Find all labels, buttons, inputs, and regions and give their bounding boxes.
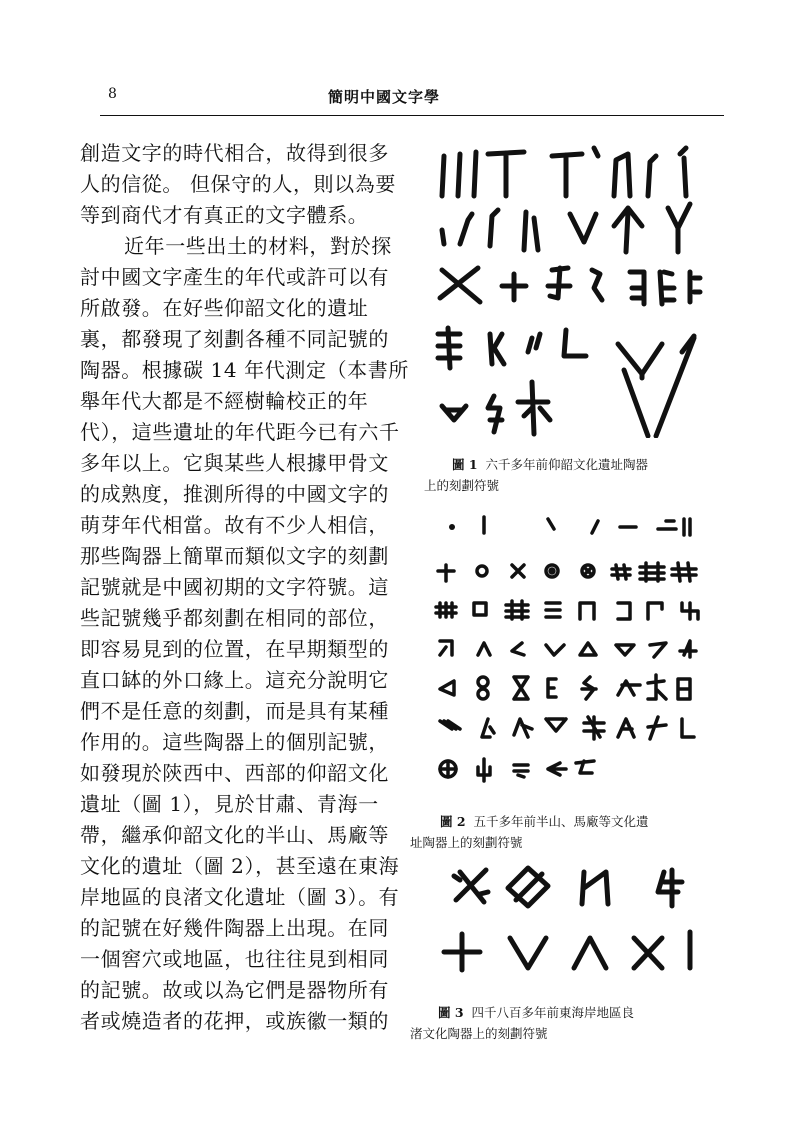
page-number: 8	[108, 86, 117, 102]
header-rule	[100, 115, 724, 116]
body-line: 多年以上。它與某些人根據甲骨文	[80, 451, 389, 475]
body-line: 一個窖穴或地區，也往往見到相同	[80, 947, 389, 971]
body-line: 遺址（圖 1），見於甘肅、青海一	[80, 792, 379, 816]
body-line: 那些陶器上簡單而類似文字的刻劃	[80, 544, 389, 568]
body-line: 如發現於陝西中、西部的仰韶文化	[80, 761, 389, 785]
body-line: 陶器。根據碳 14 年代測定（本書所	[80, 358, 409, 382]
figure-2-label: 圖 2	[440, 814, 466, 829]
body-line: 等到商代才有真正的文字體系。	[80, 203, 369, 227]
body-line: 所啟發。在好些仰韶文化的遺址	[80, 296, 369, 320]
body-line: 記號就是中國初期的文字符號。這	[80, 575, 389, 599]
figure-3-label: 圖 3	[438, 1005, 464, 1020]
running-title: 簡明中國文字學	[328, 88, 441, 106]
figure-1-caption-text: 六千多年前仰韶文化遺址陶器	[485, 457, 649, 472]
body-line: 們不是任意的刻劃，而是具有某種	[80, 699, 389, 723]
body-line: 裏，都發現了刻劃各種不同記號的	[80, 327, 389, 351]
body-line: 直口缽的外口緣上。這充分說明它	[80, 668, 389, 692]
figure-1-caption-line2: 上的刻劃符號	[424, 478, 500, 493]
body-line: 人的信從。 但保守的人，則以為要	[80, 172, 396, 196]
body-line: 帶，繼承仰韶文化的半山、馬廠等	[80, 823, 389, 847]
body-line: 者或燒造者的花押，或族徽一類的	[80, 1009, 389, 1033]
body-line: 舉年代大都是不經樹輪校正的年	[80, 389, 369, 413]
figure-3-caption-line1	[438, 1003, 634, 1022]
body-line: 近年一些出土的材料，對於探	[124, 234, 392, 258]
body-text	[80, 138, 420, 1037]
figure-3-caption-text: 四千八百多年前東海岸地區良	[471, 1005, 635, 1020]
body-line: 即容易見到的位置，在早期類型的	[80, 637, 389, 661]
figure-2-signs	[428, 505, 718, 785]
body-line: 文化的遺址（圖 2），甚至遠在東海	[80, 854, 400, 878]
figure-1-caption-line1	[452, 455, 648, 474]
body-line: 的記號。故或以為它們是器物所有	[80, 978, 389, 1002]
figure-1-signs	[428, 138, 718, 438]
figure-3-signs	[436, 858, 716, 988]
body-line: 的成熟度，推測所得的中國文字的	[80, 482, 389, 506]
figure-1-label: 圖 1	[452, 457, 478, 472]
body-line: 萌芽年代相當。故有不少人相信，	[80, 513, 389, 537]
body-line: 岸地區的良渚文化遺址（圖 3）。有	[80, 885, 400, 909]
body-line: 代），這些遺址的年代距今已有六千	[80, 420, 400, 444]
body-line: 些記號幾乎都刻劃在相同的部位，	[80, 606, 389, 630]
figure-2-caption-text: 五千多年前半山、馬廠等文化遺	[473, 814, 649, 829]
figure-2-caption-line1	[440, 812, 649, 831]
body-line: 討中國文字產生的年代或許可以有	[80, 265, 389, 289]
body-line: 創造文字的時代相合，故得到很多	[80, 141, 389, 165]
body-line: 作用的。這些陶器上的個別記號，	[80, 730, 389, 754]
figure-3-caption-line2: 渚文化陶器上的刻劃符號	[410, 1026, 548, 1041]
body-line: 的記號在好幾件陶器上出現。在同	[80, 916, 389, 940]
figure-2-caption-line2: 址陶器上的刻劃符號	[410, 835, 523, 850]
